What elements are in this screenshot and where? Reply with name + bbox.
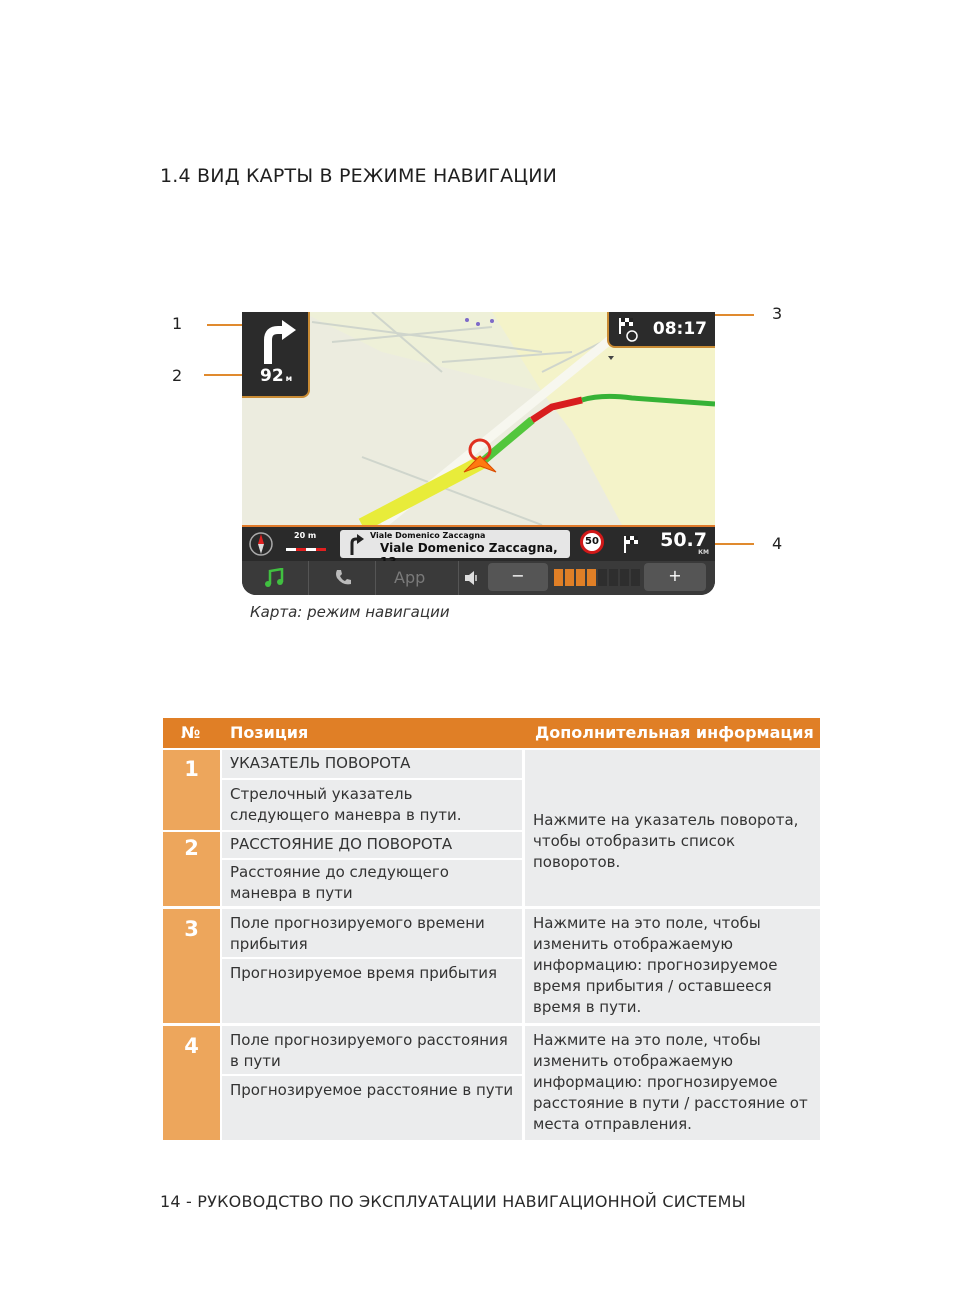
volume-down-button[interactable]: − (488, 563, 548, 591)
finish-flag-icon (622, 534, 642, 554)
row-3-number: 3 (163, 909, 220, 1023)
info-rows-1-2: Нажмите на указатель поворота, чтобы отобразить список поворотов. (525, 750, 820, 906)
row-4-title: Поле прогнозируемого расстояния в пути (222, 1026, 522, 1074)
street-panel (340, 530, 570, 558)
info-row-3: Нажмите на это поле, чтобы изменить отображаемую информацию: прогнозируемое время прибытия / оставшееся время в пути. (525, 909, 820, 1023)
volume-level-block (631, 569, 640, 586)
callout-1: 1 (172, 314, 183, 333)
row-2-desc: Расстояние до следующего маневра в пути (222, 860, 522, 906)
page-footer: 14 - РУКОВОДСТВО ПО ЭКСПЛУАТАЦИИ НАВИГАЦИОННОЙ СИСТЕМЫ (160, 1192, 746, 1211)
figure-caption: Карта: режим навигации (250, 603, 450, 621)
speaker-icon (464, 570, 480, 586)
map-scale: 20 m (294, 531, 317, 540)
distance-field[interactable] (645, 527, 715, 561)
row-2-title: РАССТОЯНИЕ ДО ПОВОРОТА (222, 832, 522, 858)
turn-distance: 92 м (260, 366, 293, 386)
eta-time: 08:17 (652, 319, 707, 339)
volume-up-button[interactable]: + (644, 563, 706, 591)
finish-flag-clock-icon (617, 316, 639, 342)
volume-level-block (565, 569, 574, 586)
turn-indicator[interactable] (242, 312, 310, 398)
music-button[interactable] (242, 561, 309, 595)
current-street: Viale Domenico Zaccagna, (380, 541, 558, 555)
control-bar (242, 561, 715, 595)
volume-level-block (587, 569, 596, 586)
speed-limit-sign: 50 (580, 530, 604, 554)
info-row-4: Нажмите на это поле, чтобы изменить отображаемую информацию: прогнозируемое расстояние в пути / расстояние от места отправления. (525, 1026, 820, 1140)
volume-level-block (554, 569, 563, 586)
compass-icon[interactable] (248, 531, 274, 557)
row-4-desc: Прогнозируемое расстояние в пути (222, 1076, 522, 1140)
navigation-screen (242, 312, 715, 595)
music-note-icon (264, 568, 286, 588)
phone-button[interactable] (309, 561, 376, 595)
header-position: Позиция (230, 723, 309, 742)
header-info: Дополнительная информация (535, 723, 814, 742)
header-number: № (181, 723, 201, 742)
row-1-desc: Стрелочный указатель следующего маневра в пути. (222, 780, 522, 830)
volume-level-block (576, 569, 585, 586)
volume-level-block (598, 569, 607, 586)
table-header (163, 718, 820, 748)
distance-value: 50.7 (660, 529, 707, 551)
phone-icon (333, 568, 353, 588)
callout-4: 4 (772, 534, 783, 553)
info-bar (242, 525, 715, 563)
row-1-number: 1 (163, 750, 220, 830)
volume-level-block (620, 569, 629, 586)
row-1-title: УКАЗАТЕЛЬ ПОВОРОТА (222, 750, 522, 778)
row-2-number: 2 (163, 832, 220, 906)
app-button[interactable] (376, 561, 459, 595)
app-label: App (394, 568, 426, 587)
row-3-title: Поле прогнозируемого времени прибытия (222, 909, 522, 957)
next-turn-icon (346, 533, 366, 555)
next-street: Viale Domenico Zaccagna (370, 531, 486, 540)
callout-2: 2 (172, 366, 183, 385)
turn-right-arrow-icon (242, 316, 308, 366)
distance-unit: КМ (698, 549, 709, 556)
row-3-desc: Прогнозируемое время прибытия (222, 959, 522, 1023)
row-4-number: 4 (163, 1026, 220, 1140)
eta-field[interactable] (607, 312, 715, 348)
scale-bar-icon (286, 545, 326, 555)
volume-level-block (609, 569, 618, 586)
section-title: 1.4 ВИД КАРТЫ В РЕЖИМЕ НАВИГАЦИИ (160, 165, 558, 187)
volume-level-indicator (554, 561, 640, 595)
callout-3: 3 (772, 304, 783, 323)
